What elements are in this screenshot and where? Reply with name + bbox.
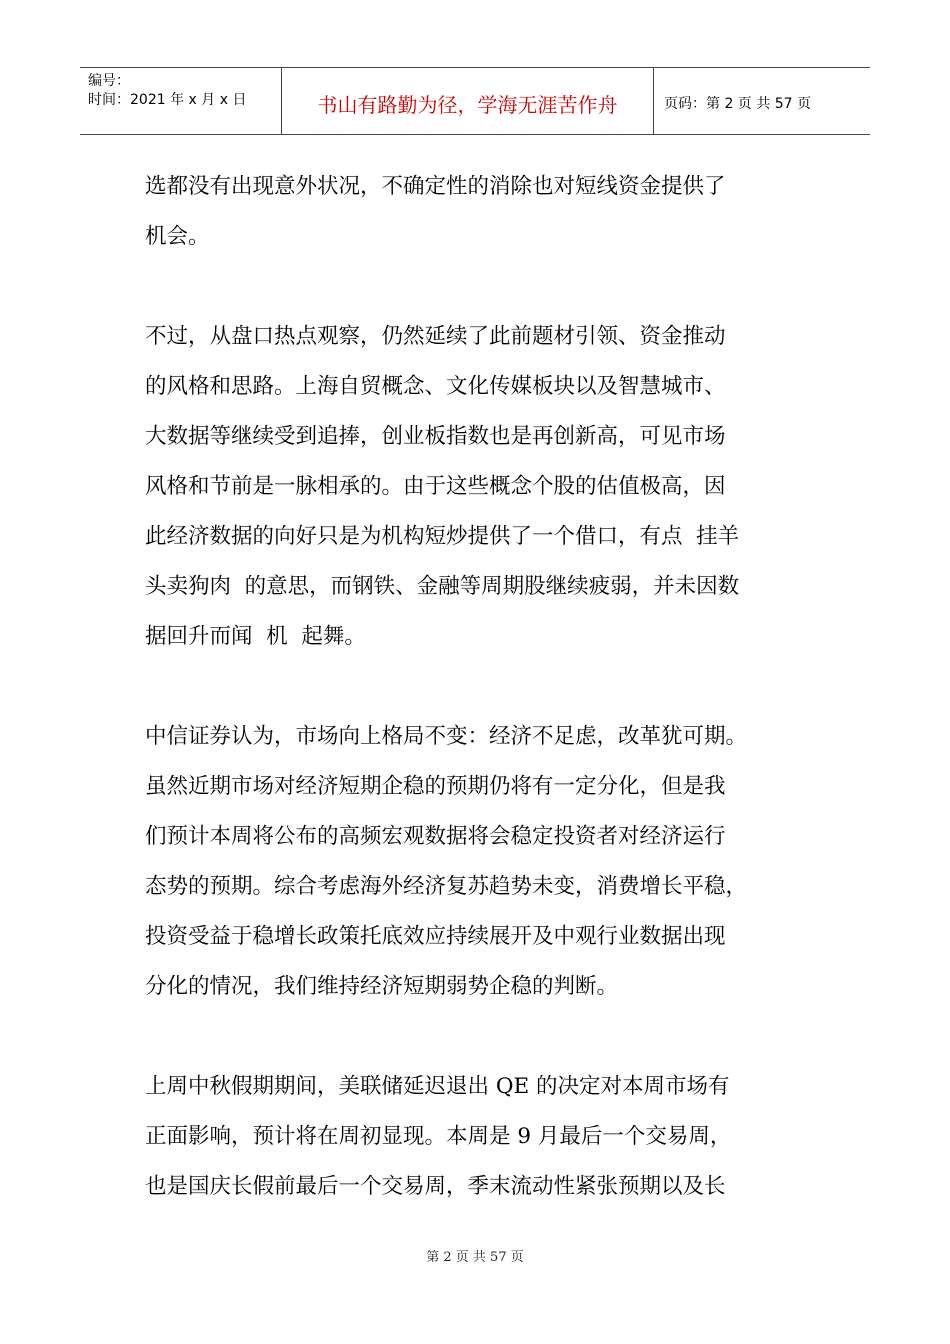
header-motto: 书山有路勤为径，学海无涯苦作舟 [282,68,654,134]
paragraph: 不过，从盘口热点观察，仍然延续了此前题材引领、资金推动 的风格和思路。上海自贸概念、文化传媒板块以及智慧城市、 大数据等继续受到追捧，创业板指数也是再创新高，可见市场 风格和节前是一脉相承的。由于这些概念个股的估值极高，因 此经济数据的向好只是为机构短炒提供了一个借口，有点 挂羊 头卖狗肉 的意思，而钢铁、金融等周期股继续疲弱，并未因数 据回升而闻 机 起舞。 [145,324,740,649]
paragraph: 中信证券认为，市场向上格局不变：经济不足虑，改革犹可期。 虽然近期市场对经济短期企稳的预期仍将有一定分化，但是我 们预计本周将公布的高频宏观数据将会稳定投资者对经济运行 态势的预期。综合考虑海外经济复苏趋势未变，消费增长平稳， 投资受益于稳增长政策托底效应持续展开及中观行业数据出现 分化的情况，我们维持经济短期弱势企稳的判断。 [145,724,748,999]
paragraph: 上周中秋假期期间，美联储延迟退出 QE 的决定对本周市场有 正面影响，预计将在周初显现。本周是 9 月最后一个交易周， 也是国庆长假前最后一个交易周，季末流动性紧张预期以及长 [145,1074,732,1199]
document-body [145,162,835,1212]
header-page-info: 页码：第 2 页 共 57 页 [664,96,811,112]
page-header [80,67,870,135]
header-meta [80,68,282,134]
document-number-label: 编号： [88,73,130,89]
paragraph: 选都没有出现意外状况，不确定性的消除也对短线资金提供了 机会。 [145,174,726,249]
document-date: 时间：2021 年 x 月 x 日 [88,92,247,108]
page-footer: 第 2 页 共 57 页 [426,1250,524,1265]
